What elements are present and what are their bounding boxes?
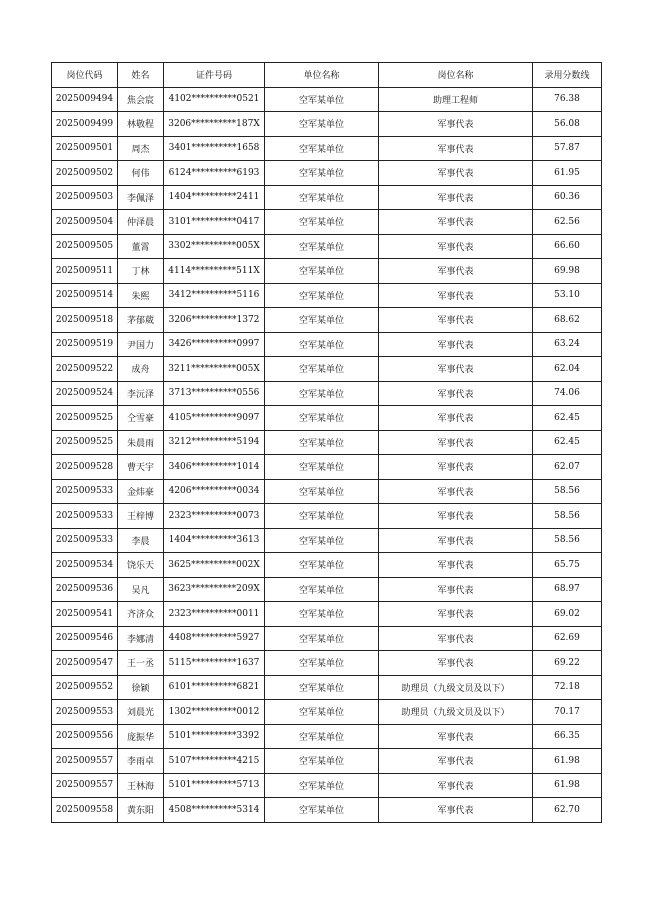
cell-position-name: 军事代表 [379, 283, 533, 308]
cell-id-number: 4105**********9097 [164, 406, 265, 431]
cell-cutoff-score: 58.56 [533, 479, 602, 504]
cell-unit-name: 空军某单位 [265, 528, 379, 553]
table-row [52, 210, 602, 235]
cell-position-code: 2025009514 [52, 283, 118, 308]
cell-position-name: 军事代表 [379, 651, 533, 676]
cell-name: 周杰 [118, 136, 164, 161]
table-row [52, 577, 602, 602]
cell-name: 林敬程 [118, 112, 164, 137]
cell-position-name: 军事代表 [379, 724, 533, 749]
table-row [52, 773, 602, 798]
results-table [51, 62, 602, 823]
cell-position-name: 军事代表 [379, 773, 533, 798]
cell-name: 董霄 [118, 234, 164, 259]
cell-cutoff-score: 69.22 [533, 651, 602, 676]
cell-unit-name: 空军某单位 [265, 283, 379, 308]
cell-cutoff-score: 57.87 [533, 136, 602, 161]
header-unit-name: 单位名称 [265, 63, 379, 88]
cell-position-code: 2025009552 [52, 675, 118, 700]
header-cutoff-score: 录用分数线 [533, 63, 602, 88]
cell-position-name: 军事代表 [379, 504, 533, 529]
cell-position-name: 军事代表 [379, 185, 533, 210]
cell-id-number: 3623**********209X [164, 577, 265, 602]
cell-unit-name: 空军某单位 [265, 308, 379, 333]
cell-unit-name: 空军某单位 [265, 626, 379, 651]
cell-name: 王林海 [118, 773, 164, 798]
cell-position-code: 2025009525 [52, 430, 118, 455]
cell-unit-name: 空军某单位 [265, 161, 379, 186]
header-position-name: 岗位名称 [379, 63, 533, 88]
table-row [52, 406, 602, 431]
cell-id-number: 2323**********0011 [164, 602, 265, 627]
cell-position-code: 2025009502 [52, 161, 118, 186]
table-row [52, 675, 602, 700]
cell-position-code: 2025009522 [52, 357, 118, 382]
cell-id-number: 4408**********5927 [164, 626, 265, 651]
cell-id-number: 5101**********3392 [164, 724, 265, 749]
cell-position-code: 2025009557 [52, 773, 118, 798]
cell-cutoff-score: 53.10 [533, 283, 602, 308]
cell-id-number: 3412**********5116 [164, 283, 265, 308]
cell-id-number: 5107**********4215 [164, 749, 265, 774]
cell-name: 李娜清 [118, 626, 164, 651]
cell-unit-name: 空军某单位 [265, 210, 379, 235]
cell-position-name: 军事代表 [379, 479, 533, 504]
cell-position-name: 军事代表 [379, 430, 533, 455]
cell-id-number: 3426**********0997 [164, 332, 265, 357]
cell-position-name: 军事代表 [379, 210, 533, 235]
cell-id-number: 3713**********0556 [164, 381, 265, 406]
cell-id-number: 6101**********6821 [164, 675, 265, 700]
cell-position-name: 军事代表 [379, 798, 533, 823]
cell-unit-name: 空军某单位 [265, 332, 379, 357]
cell-id-number: 3625**********002X [164, 553, 265, 578]
cell-unit-name: 空军某单位 [265, 112, 379, 137]
table-row [52, 479, 602, 504]
cell-cutoff-score: 63.24 [533, 332, 602, 357]
cell-name: 茅郁葳 [118, 308, 164, 333]
cell-position-name: 军事代表 [379, 308, 533, 333]
cell-id-number: 3401**********1658 [164, 136, 265, 161]
table-row [52, 283, 602, 308]
cell-position-code: 2025009503 [52, 185, 118, 210]
cell-id-number: 3101**********0417 [164, 210, 265, 235]
cell-name: 焦会宸 [118, 87, 164, 112]
cell-id-number: 3206**********1372 [164, 308, 265, 333]
cell-id-number: 4102**********0521 [164, 87, 265, 112]
cell-position-code: 2025009556 [52, 724, 118, 749]
cell-position-code: 2025009533 [52, 479, 118, 504]
table-row [52, 357, 602, 382]
cell-cutoff-score: 62.69 [533, 626, 602, 651]
cell-cutoff-score: 62.04 [533, 357, 602, 382]
cell-cutoff-score: 58.56 [533, 528, 602, 553]
cell-position-name: 军事代表 [379, 553, 533, 578]
table-row [52, 87, 602, 112]
cell-position-name: 军事代表 [379, 234, 533, 259]
cell-unit-name: 空军某单位 [265, 724, 379, 749]
cell-cutoff-score: 62.56 [533, 210, 602, 235]
cell-name: 徐颖 [118, 675, 164, 700]
cell-name: 李佩泽 [118, 185, 164, 210]
cell-cutoff-score: 62.45 [533, 406, 602, 431]
cell-cutoff-score: 61.98 [533, 749, 602, 774]
cell-id-number: 4508**********5314 [164, 798, 265, 823]
cell-unit-name: 空军某单位 [265, 259, 379, 284]
cell-id-number: 6124**********6193 [164, 161, 265, 186]
cell-cutoff-score: 69.98 [533, 259, 602, 284]
cell-cutoff-score: 66.60 [533, 234, 602, 259]
cell-cutoff-score: 60.36 [533, 185, 602, 210]
cell-position-code: 2025009518 [52, 308, 118, 333]
table-row [52, 798, 602, 823]
cell-unit-name: 空军某单位 [265, 700, 379, 725]
cell-cutoff-score: 62.70 [533, 798, 602, 823]
table-row [52, 112, 602, 137]
cell-id-number: 3302**********005X [164, 234, 265, 259]
table-row [52, 626, 602, 651]
cell-position-name: 军事代表 [379, 381, 533, 406]
cell-cutoff-score: 69.02 [533, 602, 602, 627]
cell-cutoff-score: 62.45 [533, 430, 602, 455]
cell-position-name: 助理员（九级文员及以下） [379, 675, 533, 700]
cell-unit-name: 空军某单位 [265, 87, 379, 112]
cell-name: 曹天宇 [118, 455, 164, 480]
cell-position-code: 2025009501 [52, 136, 118, 161]
cell-position-code: 2025009547 [52, 651, 118, 676]
cell-position-code: 2025009524 [52, 381, 118, 406]
header-name: 姓名 [118, 63, 164, 88]
cell-name: 仝雪豪 [118, 406, 164, 431]
table-row [52, 700, 602, 725]
cell-unit-name: 空军某单位 [265, 406, 379, 431]
cell-cutoff-score: 68.97 [533, 577, 602, 602]
cell-id-number: 1404**********2411 [164, 185, 265, 210]
cell-unit-name: 空军某单位 [265, 381, 379, 406]
cell-id-number: 5115**********1637 [164, 651, 265, 676]
table-row [52, 234, 602, 259]
cell-id-number: 3206**********187X [164, 112, 265, 137]
table-row [52, 381, 602, 406]
cell-name: 成舟 [118, 357, 164, 382]
cell-name: 吴凡 [118, 577, 164, 602]
cell-id-number: 4206**********0034 [164, 479, 265, 504]
cell-position-name: 军事代表 [379, 602, 533, 627]
cell-name: 金炜豪 [118, 479, 164, 504]
cell-name: 王梓博 [118, 504, 164, 529]
cell-position-code: 2025009546 [52, 626, 118, 651]
header-position-code: 岗位代码 [52, 63, 118, 88]
cell-position-name: 军事代表 [379, 406, 533, 431]
cell-position-name: 军事代表 [379, 528, 533, 553]
cell-position-name: 军事代表 [379, 259, 533, 284]
cell-position-code: 2025009519 [52, 332, 118, 357]
cell-position-code: 2025009533 [52, 528, 118, 553]
cell-unit-name: 空军某单位 [265, 602, 379, 627]
cell-name: 齐济众 [118, 602, 164, 627]
cell-cutoff-score: 72.18 [533, 675, 602, 700]
cell-unit-name: 空军某单位 [265, 651, 379, 676]
table-row [52, 749, 602, 774]
table-row [52, 553, 602, 578]
cell-name: 李雨卓 [118, 749, 164, 774]
cell-cutoff-score: 76.38 [533, 87, 602, 112]
cell-id-number: 3406**********1014 [164, 455, 265, 480]
cell-position-code: 2025009511 [52, 259, 118, 284]
cell-position-name: 军事代表 [379, 577, 533, 602]
cell-cutoff-score: 74.06 [533, 381, 602, 406]
cell-id-number: 3211**********005X [164, 357, 265, 382]
cell-unit-name: 空军某单位 [265, 455, 379, 480]
table-row [52, 136, 602, 161]
cell-cutoff-score: 62.07 [533, 455, 602, 480]
cell-unit-name: 空军某单位 [265, 749, 379, 774]
cell-cutoff-score: 68.62 [533, 308, 602, 333]
table-header-row [52, 63, 602, 88]
cell-id-number: 3212**********5194 [164, 430, 265, 455]
cell-name: 庞振华 [118, 724, 164, 749]
cell-position-name: 军事代表 [379, 332, 533, 357]
table-row [52, 308, 602, 333]
cell-cutoff-score: 66.35 [533, 724, 602, 749]
cell-position-name: 军事代表 [379, 749, 533, 774]
cell-unit-name: 空军某单位 [265, 136, 379, 161]
cell-position-code: 2025009541 [52, 602, 118, 627]
table-row [52, 651, 602, 676]
cell-name: 何伟 [118, 161, 164, 186]
cell-name: 尹国力 [118, 332, 164, 357]
cell-name: 饶乐天 [118, 553, 164, 578]
cell-position-name: 军事代表 [379, 112, 533, 137]
cell-position-code: 2025009494 [52, 87, 118, 112]
table-row [52, 430, 602, 455]
cell-unit-name: 空军某单位 [265, 479, 379, 504]
cell-cutoff-score: 56.08 [533, 112, 602, 137]
cell-position-name: 助理工程师 [379, 87, 533, 112]
cell-unit-name: 空军某单位 [265, 504, 379, 529]
table-row [52, 332, 602, 357]
table-body [52, 87, 602, 822]
cell-id-number: 5101**********5713 [164, 773, 265, 798]
cell-cutoff-score: 58.56 [533, 504, 602, 529]
cell-position-code: 2025009525 [52, 406, 118, 431]
cell-name: 李晨 [118, 528, 164, 553]
table-row [52, 602, 602, 627]
cell-position-name: 军事代表 [379, 136, 533, 161]
table-row [52, 504, 602, 529]
cell-unit-name: 空军某单位 [265, 234, 379, 259]
cell-position-code: 2025009536 [52, 577, 118, 602]
cell-position-name: 军事代表 [379, 357, 533, 382]
cell-name: 刘晨光 [118, 700, 164, 725]
cell-id-number: 4114**********511X [164, 259, 265, 284]
cell-id-number: 1404**********3613 [164, 528, 265, 553]
cell-cutoff-score: 61.98 [533, 773, 602, 798]
table-row [52, 185, 602, 210]
cell-position-code: 2025009557 [52, 749, 118, 774]
cell-position-code: 2025009533 [52, 504, 118, 529]
cell-position-code: 2025009499 [52, 112, 118, 137]
cell-unit-name: 空军某单位 [265, 577, 379, 602]
cell-unit-name: 空军某单位 [265, 553, 379, 578]
cell-name: 朱熙 [118, 283, 164, 308]
cell-name: 朱晨雨 [118, 430, 164, 455]
cell-position-name: 军事代表 [379, 626, 533, 651]
cell-position-code: 2025009505 [52, 234, 118, 259]
cell-name: 丁林 [118, 259, 164, 284]
cell-cutoff-score: 61.95 [533, 161, 602, 186]
table-row [52, 259, 602, 284]
cell-position-name: 军事代表 [379, 455, 533, 480]
cell-position-code: 2025009534 [52, 553, 118, 578]
cell-position-code: 2025009504 [52, 210, 118, 235]
cell-position-name: 助理员（九级文员及以下） [379, 700, 533, 725]
cell-unit-name: 空军某单位 [265, 357, 379, 382]
cell-position-name: 军事代表 [379, 161, 533, 186]
header-id-number: 证件号码 [164, 63, 265, 88]
table-row [52, 455, 602, 480]
cell-position-code: 2025009528 [52, 455, 118, 480]
cell-position-code: 2025009553 [52, 700, 118, 725]
table-row [52, 161, 602, 186]
cell-unit-name: 空军某单位 [265, 185, 379, 210]
cell-name: 黄东阳 [118, 798, 164, 823]
cell-id-number: 1302**********0012 [164, 700, 265, 725]
cell-id-number: 2323**********0073 [164, 504, 265, 529]
cell-name: 李沅泽 [118, 381, 164, 406]
cell-position-code: 2025009558 [52, 798, 118, 823]
table-row [52, 724, 602, 749]
cell-unit-name: 空军某单位 [265, 675, 379, 700]
cell-cutoff-score: 70.17 [533, 700, 602, 725]
cell-name: 仲泽晨 [118, 210, 164, 235]
cell-unit-name: 空军某单位 [265, 798, 379, 823]
cell-name: 王一丞 [118, 651, 164, 676]
cell-cutoff-score: 65.75 [533, 553, 602, 578]
cell-unit-name: 空军某单位 [265, 773, 379, 798]
cell-unit-name: 空军某单位 [265, 430, 379, 455]
table-row [52, 528, 602, 553]
